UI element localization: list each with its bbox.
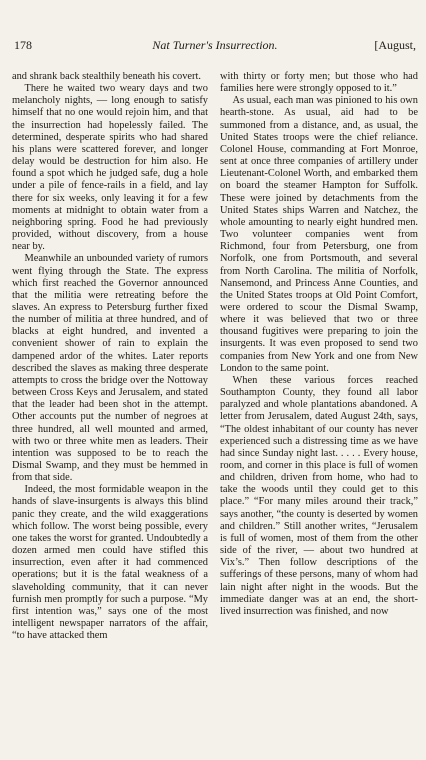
paragraph: and shrank back stealthily beneath his covert. <box>12 71 201 82</box>
running-header <box>14 36 416 54</box>
paragraph: with thirty or forty men; but those who had families here were strongly opposed to it.” <box>220 71 418 95</box>
right-column <box>220 71 418 618</box>
paragraph: As usual, each man was pinioned to his own hearth-stone. As usual, aid had to be summoned from a distance, and, as usual, the United States troops were the chief reliance. Colonel House, commanding at Fort Monroe, sent at once three companies of artillery under Lieutenant-Colonel Worth, and embarked them on board the steamer Hampton for Suffolk. These were joined by detachments from the United States ships Warren and Natchez, the whole amounting to nearly eight hundred men. Two volunteer companies went from Richmond, four from Petersburg, one from Norfolk, one from Portsmouth, and several from North Carolina. The militia of Norfolk, Nansemond, and Princess Anne Counties, and the United States troops at Old Point Comfort, were ordered to scour the Dismal Swamp, where it was believed that two or three thousand fugitives were preparing to join the insurgents. It was even proposed to send two companies from New York and one from New London to the same point. <box>220 95 418 374</box>
page-number: 178 <box>14 38 32 52</box>
paragraph: Meanwhile an unbounded variety of rumors went flying through the State. The express which first reached the Governor announced that the militia were retreating before the slaves. An express to Petersburg further fixed the number of militia at three hundred, and of blacks at eight hundred, and invented a convenient shower of rain to explain the dampened ardor of the whites. Later reports described the slaves as making three desperate attempts to cross the bridge over the Nottoway between Cross Keys and Jerusalem, and stated that the leader had been shot in the attempt. Other accounts put the number of negroes at three hundred, all well mounted and armed, with two or three white men as leaders. Their intention was supposed to be to reach the Dismal Swamp, and they must be hemmed in from that side. <box>12 253 208 484</box>
paragraph: Indeed, the most formidable weapon in the hands of slave-insurgents is always this blind panic they create, and the wild exaggerations which follow. The worst being possible, every one takes the worst for granted. Undoubtedly a dozen armed men could have stifled this insurrection, even after it had commenced operations; but it is the fatal weakness of a slaveholding community, that it can never furnish men promptly for such a purpose. “My first intention was,” says one of the most intelligent newspaper narrators of the affair, “to have attacked them <box>12 484 208 642</box>
paragraph: When these various forces reached Southampton County, they found all labor paralyzed and whole plantations abandoned. A letter from Jerusalem, dated August 24th, says, “The oldest inhabitant of our county has never experienced such a distressing time as we have had since Sunday night last. . . . . Every house, room, and corner in this place is full of women and children, driven from home, who had to take the woods until they could get to this place.” “For many miles around their track,” says another, “the county is deserted by women and children.” Still another writes, “Jerusalem is full of women, most of them from the other side of the river, — about two hundred at Vix’s.” Then follow descriptions of the sufferings of these persons, many of whom had lain night after night in the woods. But the immediate danger was at an end, the short-lived insurrection was finished, and now <box>220 374 418 617</box>
left-column <box>12 71 208 642</box>
paragraph: There he waited two weary days and two melancholy nights, — long enough to satisfy himself that no one would rejoin him, and that the insurrection had hopelessly failed. The determined, desperate spirits who had shared his plans were scattered forever, and longer delay would be destruction for him also. He found a spot which he judged safe, dug a hole under a pile of fence-rails in a field, and lay there for six weeks, only leaving it for a few moments at midnight to obtain water from a neighboring spring. Food he had previously provided, without discovery, from a house near by. <box>12 83 208 253</box>
running-title: Nat Turner's Insurrection. <box>152 38 278 52</box>
running-month: [August, <box>374 38 416 52</box>
